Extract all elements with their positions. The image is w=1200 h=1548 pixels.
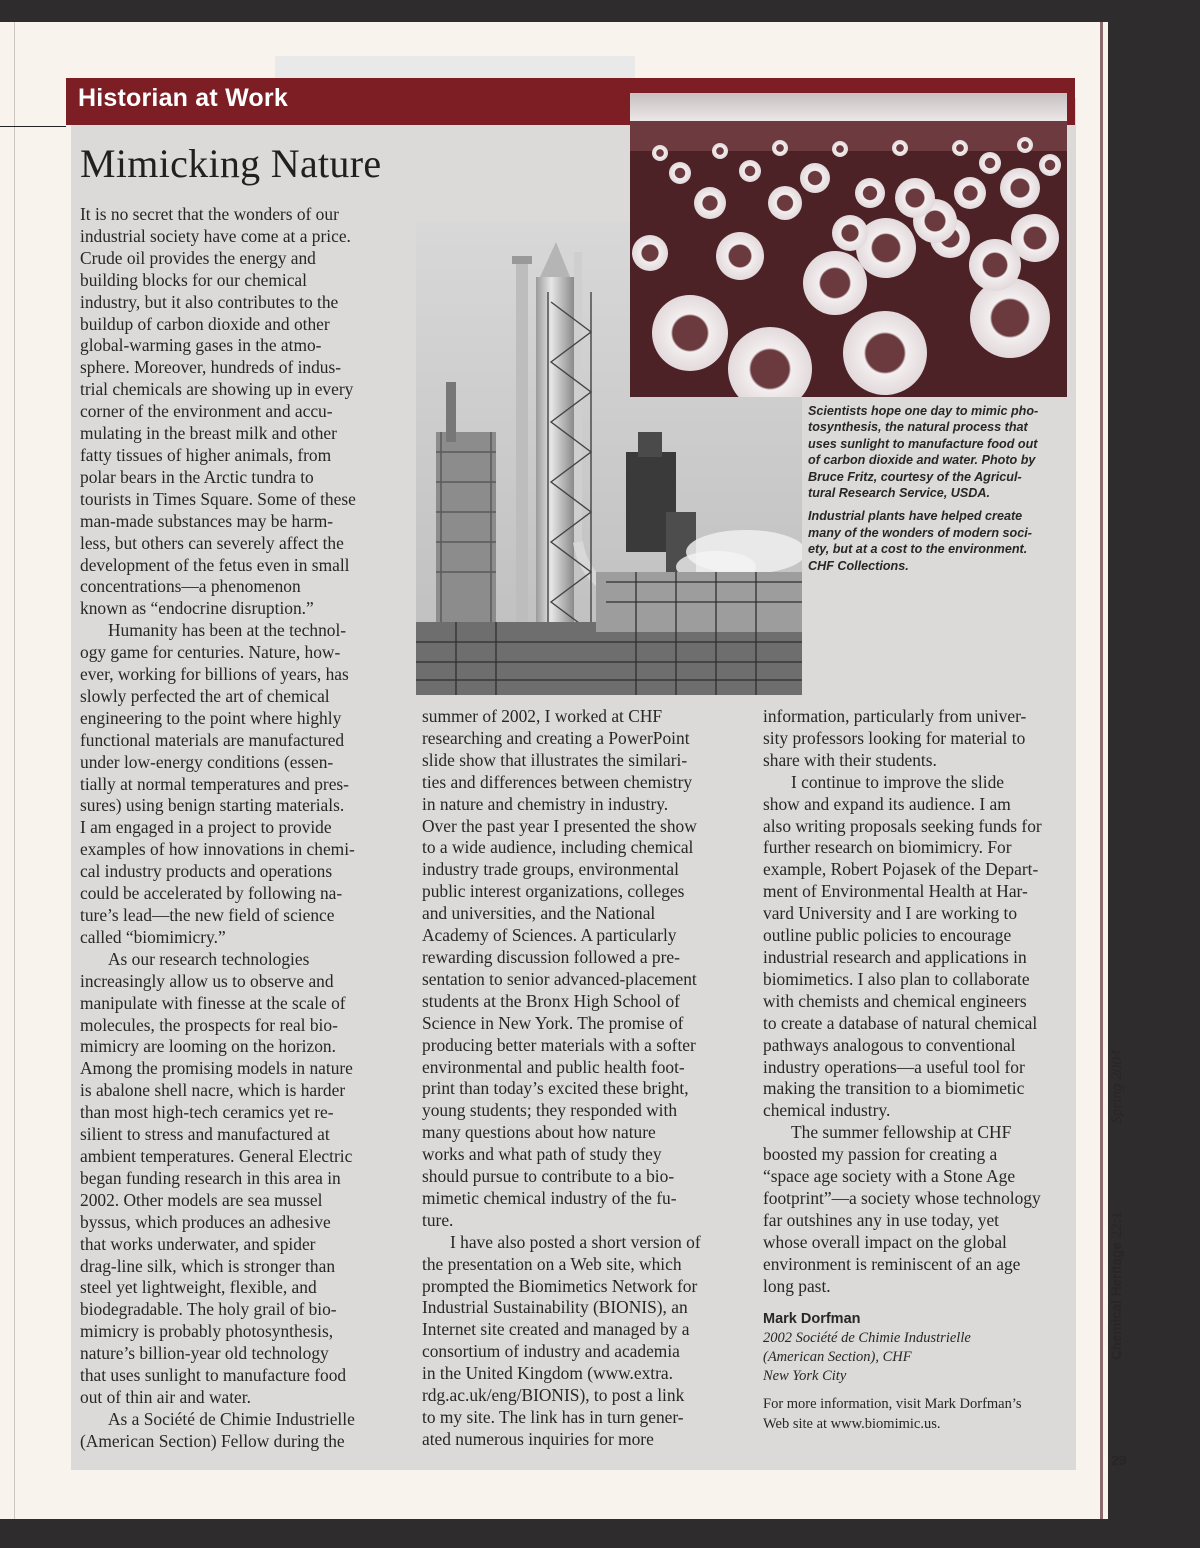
sunflower-caption	[808, 403, 1083, 501]
body-line: young students; they responded with	[422, 1100, 678, 1121]
body-line: corner of the environment and accu-	[80, 401, 333, 422]
body-line: man-made substances may be harm-	[80, 510, 334, 531]
caption-line: tosynthesis, the natural process that	[808, 420, 1028, 435]
body-line: 2002. Other models are sea mussel	[80, 1189, 323, 1210]
body-line: I have also posted a short version of	[450, 1231, 701, 1252]
body-line: As a Société de Chimie Industrielle	[108, 1408, 355, 1429]
body-line: buildup of carbon dioxide and other	[80, 313, 330, 334]
body-line: is abalone shell nacre, which is harder	[80, 1080, 346, 1101]
caption-line: Scientists hope one day to mimic pho-	[808, 404, 1039, 418]
body-line: steel yet lightweight, flexible, and	[80, 1277, 317, 1298]
body-line: prompted the Biomimetics Network for	[422, 1275, 698, 1296]
body-line: industrial society have come at a price.	[80, 225, 351, 246]
body-line: Over the past year I presented the show	[422, 815, 697, 836]
body-line: tially at normal temperatures and pres-	[80, 773, 349, 794]
body-line: that uses sunlight to manufacture food	[80, 1365, 347, 1386]
body-line: works and what path of study they	[422, 1144, 662, 1165]
body-line: industry, but it also contributes to the	[80, 291, 339, 312]
body-line: (American Section) Fellow during the	[80, 1430, 345, 1451]
body-line: many questions about how nature	[422, 1122, 656, 1143]
body-line: long past.	[763, 1275, 831, 1296]
body-line: nature’s billion-year old technology	[80, 1343, 329, 1364]
body-line: silient to stress and manufactured at	[80, 1124, 330, 1145]
more-info-line: For more information, visit Mark Dorfman’s	[763, 1396, 1022, 1413]
body-line: trial chemicals are showing up in every	[80, 379, 354, 400]
body-line: ties and differences between chemistry	[422, 771, 693, 792]
body-line: public interest organizations, colleges	[422, 881, 685, 902]
body-line: further research on biomimicry. For	[763, 837, 1012, 858]
body-line: students at the Bronx High School of	[422, 990, 680, 1011]
body-line: out of thin air and water.	[80, 1386, 251, 1407]
body-line: sures) using benign starting materials.	[80, 795, 345, 816]
affiliation-line: 2002 Société de Chimie Industrielle	[763, 1330, 971, 1347]
body-line: It is no secret that the wonders of our	[80, 204, 339, 224]
body-line: The summer fellowship at CHF	[791, 1122, 1012, 1143]
sunflower-field-photo	[630, 93, 1067, 397]
body-paragraph	[422, 706, 752, 1232]
body-line: producing better materials with a softer	[422, 1034, 696, 1055]
body-paragraph	[80, 620, 410, 949]
body-line: far outshines any in use today, yet	[763, 1209, 1000, 1230]
body-paragraph	[763, 772, 1081, 1123]
body-line: example, Robert Pojasek of the Depart-	[763, 859, 1039, 880]
body-line: fatty tissues of higher animals, from	[80, 444, 332, 465]
body-line: print than today’s excited these bright,	[422, 1078, 689, 1099]
body-line: ated numerous inquiries for more	[422, 1428, 654, 1449]
body-line: biomimetics. I also plan to collaborate	[763, 968, 1030, 989]
body-line: summer of 2002, I worked at CHF	[422, 706, 663, 726]
body-line: increasingly allow us to observe and	[80, 970, 334, 991]
body-line: footprint”—a society whose technology	[763, 1187, 1041, 1208]
body-line: should pursue to contribute to a bio-	[422, 1166, 675, 1187]
body-line: making the transition to a biomimetic	[763, 1078, 1025, 1099]
caption-line: tural Research Service, USDA.	[808, 486, 990, 501]
body-line: biodegradable. The holy grail of bio-	[80, 1299, 337, 1320]
body-line: began funding research in this area in	[80, 1167, 341, 1188]
body-paragraph	[80, 204, 410, 620]
body-line: that works underwater, and spider	[80, 1233, 316, 1254]
author-affiliation	[763, 1329, 1081, 1386]
body-line: polar bears in the Arctic tundra to	[80, 466, 314, 487]
caption-line: ety, but at a cost to the environment.	[808, 542, 1028, 557]
body-paragraph	[763, 1122, 1081, 1297]
magazine-volume: 22:1	[1109, 1211, 1125, 1239]
author-name: Mark Dorfman	[763, 1311, 861, 1328]
body-line: slowly perfected the art of chemical	[80, 685, 330, 706]
body-line: sity professors looking for material to	[763, 727, 1026, 748]
caption-line: Bruce Fritz, courtesy of the Agricul-	[808, 469, 1022, 484]
body-line: rewarding discussion followed a pre-	[422, 946, 680, 967]
article-headline: Mimicking Nature	[80, 141, 382, 186]
body-line: byssus, which produces an adhesive	[80, 1211, 331, 1232]
body-line: vard University and I are working to	[763, 903, 1018, 924]
body-line: engineering to the point where highly	[80, 707, 342, 728]
affiliation-line: (American Section), CHF	[763, 1349, 912, 1366]
body-line: mimicry are looming on the horizon.	[80, 1036, 336, 1057]
page-edge	[1100, 22, 1103, 1519]
body-line: with chemists and chemical engineers	[763, 990, 1027, 1011]
page-number: 29	[1111, 1452, 1127, 1468]
body-line: industry trade groups, environmental	[422, 859, 679, 880]
body-line: whose overall impact on the global	[763, 1231, 1007, 1252]
body-line: chemical industry.	[763, 1100, 891, 1121]
body-line: sphere. Moreover, hundreds of indus-	[80, 357, 342, 378]
body-line: ever, working for billions of years, has	[80, 664, 349, 685]
body-line: molecules, the prospects for real bio-	[80, 1014, 338, 1035]
body-line: concentrations—a phenomenon	[80, 576, 301, 597]
body-line: industrial research and applications in	[763, 946, 1027, 967]
body-line: I am engaged in a project to provide	[80, 817, 332, 838]
body-column-2	[422, 706, 752, 1451]
body-line: under low-energy conditions (essen-	[80, 751, 334, 772]
body-line: than most high-tech ceramics yet re-	[80, 1102, 334, 1123]
body-line: called “biomimicry.”	[80, 926, 226, 947]
body-line: drag-line silk, which is stronger than	[80, 1255, 336, 1276]
body-line: sentation to senior advanced-placement	[422, 968, 697, 989]
body-line: slide show that illustrates the similari-	[422, 749, 688, 770]
body-line: development of the fetus even in small	[80, 554, 350, 575]
caption-line: many of the wonders of modern soci-	[808, 525, 1032, 540]
body-line: I continue to improve the slide	[791, 771, 1004, 792]
body-line: ogy game for centuries. Nature, how-	[80, 642, 341, 663]
page-gutter-line	[14, 22, 15, 1519]
caption-line: of carbon dioxide and water. Photo by	[808, 453, 1036, 468]
body-line: ambient temperatures. General Electric	[80, 1145, 353, 1166]
body-line: could be accelerated by following na-	[80, 883, 343, 904]
photo-captions	[808, 403, 1083, 581]
body-line: share with their students.	[763, 749, 937, 770]
body-line: global-warming gases in the atmo-	[80, 335, 322, 356]
body-line: Among the promising models in nature	[80, 1058, 353, 1079]
body-paragraph	[422, 1232, 752, 1451]
body-line: Crude oil provides the energy and	[80, 247, 316, 268]
section-kicker: Historian at Work	[78, 84, 288, 112]
running-footer	[1108, 1050, 1126, 1360]
body-line: researching and creating a PowerPoint	[422, 727, 690, 748]
fold-line	[0, 126, 66, 127]
body-line: to a wide audience, including chemical	[422, 837, 694, 858]
body-line: Academy of Sciences. A particularly	[422, 925, 677, 946]
caption-line: CHF Collections.	[808, 558, 909, 573]
body-line: mimetic chemical industry of the fu-	[422, 1187, 677, 1208]
body-line: pathways analogous to conventional	[763, 1034, 1016, 1055]
body-line: functional materials are manufactured	[80, 729, 345, 750]
more-info-note	[763, 1394, 1081, 1434]
refinery-caption	[808, 508, 1083, 574]
body-line: Internet site created and managed by a	[422, 1319, 690, 1340]
body-line: As our research technologies	[108, 948, 310, 969]
caption-line: uses sunlight to manufacture food out	[808, 436, 1038, 451]
body-line: to create a database of natural chemical	[763, 1012, 1038, 1033]
body-line: ment of Environmental Health at Har-	[763, 881, 1028, 902]
body-column-3	[763, 706, 1081, 1434]
issue-season: Spring 2004	[1109, 1049, 1125, 1124]
body-line: information, particularly from univer-	[763, 706, 1027, 726]
body-column-1	[80, 204, 410, 1453]
sunflower-illustration	[630, 93, 1067, 397]
body-line: examples of how innovations in chemi-	[80, 839, 355, 860]
body-line: and universities, and the National	[422, 903, 656, 924]
more-info-line: Web site at www.biomimic.us.	[763, 1416, 941, 1433]
body-line: ture’s lead—the new field of science	[80, 905, 335, 925]
body-line: rdg.ac.uk/eng/BIONIS), to post a link	[422, 1385, 685, 1406]
body-line: mulating in the breast milk and other	[80, 423, 337, 444]
body-line: “space age society with a Stone Age	[763, 1166, 1016, 1187]
body-line: Science in New York. The promise of	[422, 1012, 684, 1033]
body-line: also writing proposals seeking funds for	[763, 815, 1042, 836]
body-line: environment is reminiscent of an age	[763, 1253, 1021, 1274]
body-line: the presentation on a Web site, which	[422, 1253, 682, 1274]
column-3-body	[763, 706, 1081, 1297]
body-line: building blocks for our chemical	[80, 269, 307, 290]
affiliation-line: New York City	[763, 1368, 847, 1385]
body-line: in the United Kingdom (www.extra.	[422, 1363, 673, 1384]
body-line: cal industry products and operations	[80, 861, 333, 882]
caption-line: Industrial plants have helped create	[808, 509, 1023, 524]
body-line: in nature and chemistry in industry.	[422, 793, 669, 814]
body-line: environmental and public health foot-	[422, 1056, 685, 1077]
body-paragraph	[80, 1409, 410, 1453]
body-line: tourists in Times Square. Some of these	[80, 488, 356, 509]
body-line: Humanity has been at the technol-	[108, 620, 347, 641]
body-line: known as “endocrine disruption.”	[80, 598, 314, 619]
body-paragraph	[80, 949, 410, 1409]
body-paragraph	[763, 706, 1081, 772]
body-line: ture.	[422, 1209, 454, 1230]
body-line: industry operations—a useful tool for	[763, 1056, 1025, 1077]
body-line: Industrial Sustainability (BIONIS), an	[422, 1297, 688, 1318]
magazine-title: Chemical Heritage	[1109, 1242, 1124, 1360]
body-line: to my site. The link has in turn gener-	[422, 1407, 684, 1427]
body-line: mimicry is probably photosynthesis,	[80, 1321, 334, 1342]
body-line: boosted my passion for creating a	[763, 1144, 998, 1165]
body-line: show and expand its audience. I am	[763, 793, 1011, 814]
body-line: less, but others can severely affect the	[80, 532, 344, 553]
body-line: consortium of industry and academia	[422, 1341, 680, 1362]
body-line: manipulate with finesse at the scale of	[80, 992, 346, 1013]
body-line: outline public policies to encourage	[763, 925, 1012, 946]
